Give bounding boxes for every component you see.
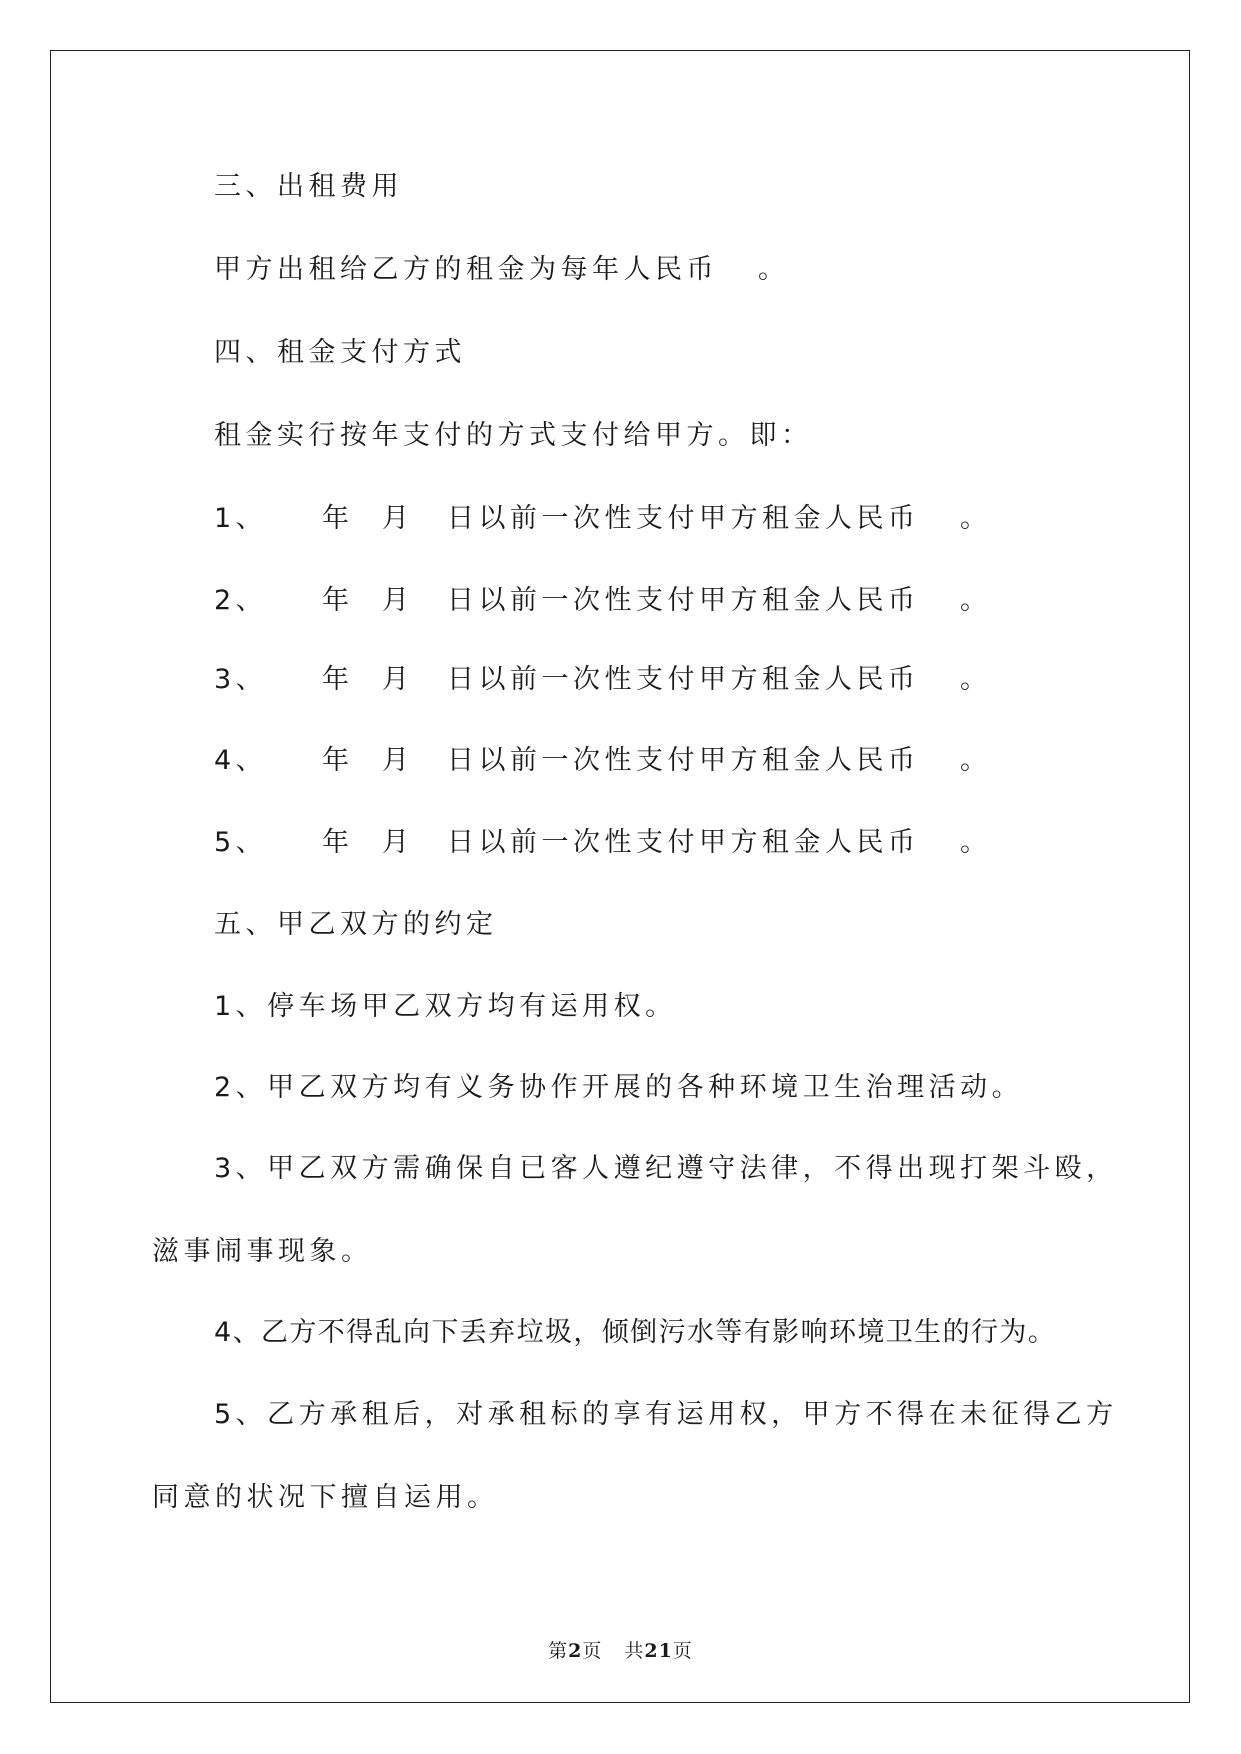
total-prefix: 共 [624,1640,645,1662]
payment-month: 月 [382,745,414,776]
page-border [50,50,1190,1703]
rent-amount-paragraph [214,256,790,283]
clause-4: 4、乙方不得乱向下丢弃垃圾，倾倒污水等有影响环境卫生的行为。 [214,1317,1057,1348]
clause-5-line-1: 5、乙方承租后，对承租标的享有运用权，甲方不得在未征得乙方 [214,1399,1118,1430]
payment-number: 5、 [214,827,268,858]
heading-rental-fee: 三、出租费用 [214,171,403,202]
payment-end: 。 [960,585,992,616]
payment-number: 4、 [214,745,268,776]
clause-3-line-2: 滋事闹事现象。 [152,1236,373,1267]
payment-end: 。 [960,664,992,695]
heading-payment-method: 四、租金支付方式 [214,337,466,368]
payment-year: 年 [322,745,354,776]
page-suffix: 页 [582,1640,603,1662]
payment-number: 2、 [214,585,268,616]
payment-number: 3、 [214,664,268,695]
payment-year: 年 [322,664,354,695]
payment-year: 年 [322,585,354,616]
page-prefix: 第 [548,1640,569,1662]
total-pages: 21 [644,1640,673,1662]
payment-month: 月 [382,827,414,858]
payment-month: 月 [382,664,414,695]
payment-end: 。 [960,745,992,776]
payment-text: 日以前一次性支付甲方租金人民币 [447,503,920,534]
payment-text: 日以前一次性支付甲方租金人民币 [447,664,920,695]
clause-3-line-1: 3、甲乙双方需确保自已客人遵纪遵守法律，不得出现打架斗殴， [214,1153,1118,1184]
payment-text: 日以前一次性支付甲方租金人民币 [447,585,920,616]
payment-month: 月 [382,585,414,616]
clause-2: 2、甲乙双方均有义务协作开展的各种环境卫生治理活动。 [214,1072,1024,1103]
rent-amount-text: 甲方出租给乙方的租金为每年人民币 [214,254,718,285]
payment-intro: 租金实行按年支付的方式支付给甲方。即： [214,420,813,451]
clause-5-line-2: 同意的状况下擅自运用。 [152,1482,499,1513]
payment-month: 月 [382,503,414,534]
payment-text: 日以前一次性支付甲方租金人民币 [447,827,920,858]
payment-end: 。 [960,503,992,534]
page-number: 2 [568,1640,583,1662]
rent-amount-end: 。 [758,254,790,285]
heading-agreement: 五、甲乙双方的约定 [214,909,498,940]
total-suffix: 页 [672,1640,693,1662]
payment-number: 1、 [214,503,268,534]
payment-year: 年 [322,503,354,534]
payment-year: 年 [322,827,354,858]
clause-1: 1、停车场甲乙双方均有运用权。 [214,991,677,1022]
page-footer [0,1636,1241,1663]
payment-text: 日以前一次性支付甲方租金人民币 [447,745,920,776]
payment-end: 。 [960,827,992,858]
